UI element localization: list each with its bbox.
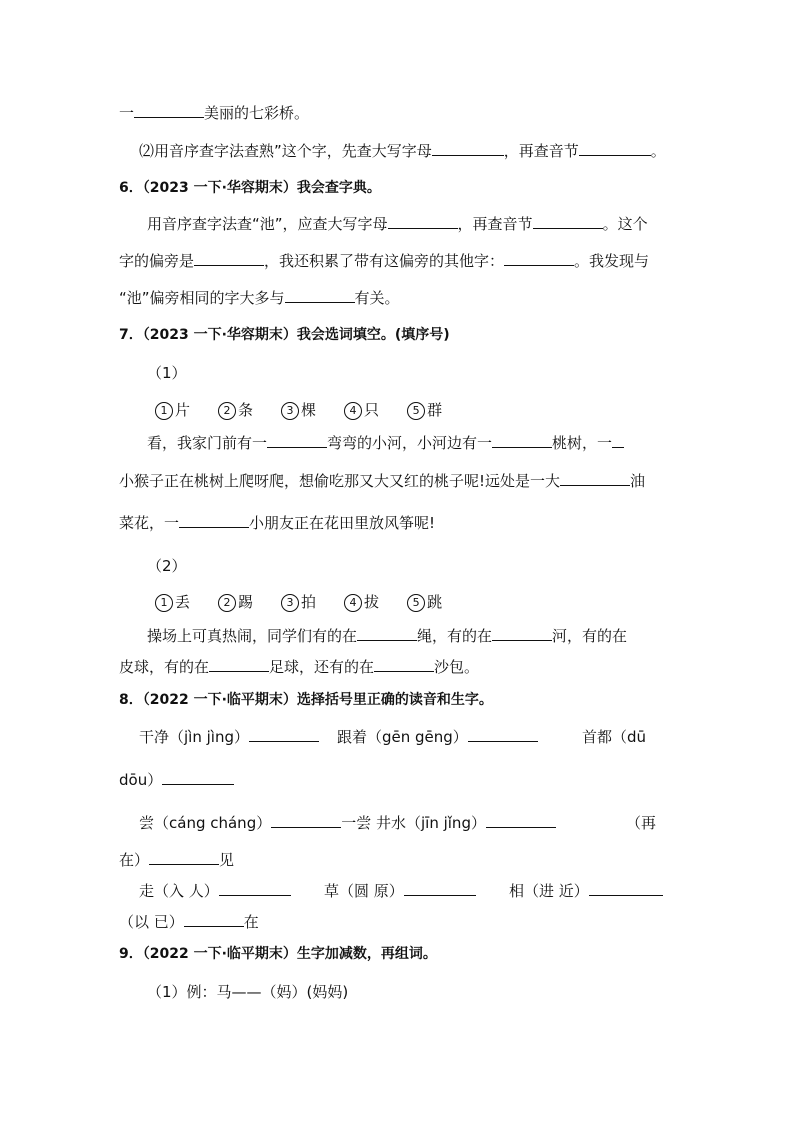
answer-blank[interactable] xyxy=(468,727,538,742)
text-fragment: 走（入 人） xyxy=(139,882,219,900)
text-fragment: 。这个 xyxy=(602,215,648,233)
text-fragment: 见 xyxy=(219,851,235,869)
option-item xyxy=(218,400,253,420)
text-fragment: 足球，还有的在 xyxy=(269,658,375,676)
option-label: 跳 xyxy=(427,593,443,611)
answer-blank[interactable] xyxy=(492,433,552,448)
text-line xyxy=(119,288,400,308)
text-line xyxy=(119,103,309,123)
answer-blank[interactable] xyxy=(149,850,219,865)
answer-blank[interactable] xyxy=(404,881,476,896)
option-item xyxy=(407,592,442,612)
text-fragment: 。 xyxy=(650,142,666,160)
text-fragment: 美丽的七彩桥。 xyxy=(204,104,310,122)
text-fragment: 沙包。 xyxy=(434,658,480,676)
answer-blank[interactable] xyxy=(271,813,341,828)
text-fragment: 在 xyxy=(243,913,259,931)
text-line xyxy=(119,513,435,533)
option-number: 5 xyxy=(407,594,425,612)
text-fragment: ，再查音节 xyxy=(503,142,579,160)
option-label: 踢 xyxy=(238,593,254,611)
option-item xyxy=(344,400,379,420)
option-number: 5 xyxy=(407,402,425,420)
text-fragment: 小朋友正在花田里放风筝呢! xyxy=(249,514,436,532)
text-fragment: 字的偏旁是 xyxy=(119,252,195,270)
question-heading: 6．（2023 一下·华容期末）我会查字典。 xyxy=(119,180,381,196)
answer-blank[interactable] xyxy=(589,881,663,896)
text-fragment: dōu） xyxy=(119,771,163,789)
option-item xyxy=(281,592,316,612)
answer-blank[interactable] xyxy=(267,433,327,448)
option-item xyxy=(344,592,379,612)
text-fragment: 皮球，有的在 xyxy=(119,658,210,676)
question-heading: 9．（2022 一下·临平期末）生字加减数，再组词。 xyxy=(119,946,437,962)
option-list xyxy=(155,400,470,420)
text-fragment: 干净（jìn jìng） xyxy=(139,728,249,746)
text-line xyxy=(119,251,649,271)
text-fragment: “池”偏旁相同的字大多与 xyxy=(119,289,285,307)
text-line xyxy=(147,214,648,234)
answer-blank[interactable] xyxy=(612,433,624,448)
text-fragment: 用音序查字法查“池”，应查大写字母 xyxy=(147,215,388,233)
option-item xyxy=(155,592,190,612)
option-number: 3 xyxy=(281,402,299,420)
option-label: 群 xyxy=(427,401,443,419)
answer-blank[interactable] xyxy=(374,657,434,672)
option-item xyxy=(155,400,190,420)
text-fragment: 菜花，一 xyxy=(119,514,180,532)
text-line xyxy=(147,433,624,453)
option-number: 1 xyxy=(155,402,173,420)
option-label: 棵 xyxy=(301,401,317,419)
answer-blank[interactable] xyxy=(249,727,319,742)
text-fragment: 草（圆 原） xyxy=(324,882,404,900)
option-item xyxy=(281,400,316,420)
option-number: 3 xyxy=(281,594,299,612)
answer-blank[interactable] xyxy=(209,657,269,672)
option-label: 只 xyxy=(364,401,380,419)
text-fragment: ⑵用音序查字法查熟”这个字，先查大写字母 xyxy=(139,142,432,160)
option-label: 拍 xyxy=(301,593,317,611)
text-fragment: 有关。 xyxy=(354,289,400,307)
text-fragment: 油 xyxy=(630,472,646,490)
answer-blank[interactable] xyxy=(504,251,574,266)
answer-blank[interactable] xyxy=(134,103,204,118)
text-fragment: （以 已） xyxy=(119,913,184,931)
text-line xyxy=(147,626,627,646)
answer-blank[interactable] xyxy=(492,626,552,641)
text-line: （再 xyxy=(626,814,657,832)
answer-blank[interactable] xyxy=(486,813,556,828)
text-fragment: 一 xyxy=(119,104,135,122)
answer-blank[interactable] xyxy=(179,513,249,528)
text-fragment: 在） xyxy=(119,851,150,869)
sub-question-number: （2） xyxy=(147,557,187,575)
question-heading: 7．（2023 一下·华容期末）我会选词填空。(填序号) xyxy=(119,327,450,343)
text-line xyxy=(139,813,556,833)
text-fragment: ，再查音节 xyxy=(457,215,533,233)
answer-blank[interactable] xyxy=(432,141,504,156)
answer-blank[interactable] xyxy=(184,912,244,927)
text-fragment: 绳，有的在 xyxy=(417,627,493,645)
answer-blank[interactable] xyxy=(560,471,630,486)
text-fragment: 操场上可真热闹，同学们有的在 xyxy=(147,627,358,645)
option-item xyxy=(218,592,253,612)
text-line xyxy=(119,850,234,870)
text-line xyxy=(324,881,476,901)
text-fragment: 小猴子正在桃树上爬呀爬，想偷吃那又大又红的桃子呢!远处是一大 xyxy=(119,472,561,490)
text-line xyxy=(337,727,538,747)
option-number: 2 xyxy=(218,594,236,612)
answer-blank[interactable] xyxy=(194,251,264,266)
text-line xyxy=(139,141,666,161)
answer-blank[interactable] xyxy=(533,214,603,229)
option-label: 条 xyxy=(238,401,254,419)
text-fragment: 桃树，一 xyxy=(552,434,613,452)
text-fragment: 看，我家门前有一 xyxy=(147,434,268,452)
answer-blank[interactable] xyxy=(579,141,651,156)
option-number: 4 xyxy=(344,402,362,420)
text-fragment: ，我还积累了带有这偏旁的其他字： xyxy=(264,252,505,270)
option-label: 片 xyxy=(175,401,191,419)
text-fragment: 弯弯的小河，小河边有一 xyxy=(327,434,493,452)
answer-blank[interactable] xyxy=(219,881,291,896)
option-item xyxy=(407,400,442,420)
option-number: 1 xyxy=(155,594,173,612)
option-list xyxy=(155,592,470,612)
option-label: 拔 xyxy=(364,593,380,611)
answer-blank[interactable] xyxy=(357,626,417,641)
sub-question-number: （1） xyxy=(147,364,187,382)
text-line: （1）例：马——（妈）(妈妈) xyxy=(147,983,349,1001)
text-fragment: 尝（cáng cháng） xyxy=(139,814,272,832)
text-line xyxy=(119,912,259,932)
answer-blank[interactable] xyxy=(388,214,458,229)
answer-blank[interactable] xyxy=(162,770,234,785)
option-number: 4 xyxy=(344,594,362,612)
option-number: 2 xyxy=(218,402,236,420)
text-line xyxy=(119,471,645,491)
text-line xyxy=(119,770,234,790)
text-line: 首都（dū xyxy=(582,728,647,746)
text-line xyxy=(139,881,291,901)
text-line xyxy=(509,881,663,901)
text-fragment: 。我发现与 xyxy=(574,252,650,270)
text-fragment: 相（进 近） xyxy=(509,882,589,900)
text-fragment: 跟着（gēn gēng） xyxy=(337,728,468,746)
text-line xyxy=(119,657,479,677)
text-fragment: 一尝 井水（jīn jǐng） xyxy=(341,814,486,832)
question-heading: 8．（2022 一下·临平期末）选择括号里正确的读音和生字。 xyxy=(119,692,493,708)
text-line xyxy=(139,727,319,747)
text-fragment: 河，有的在 xyxy=(552,627,628,645)
option-label: 丢 xyxy=(175,593,191,611)
answer-blank[interactable] xyxy=(285,288,355,303)
